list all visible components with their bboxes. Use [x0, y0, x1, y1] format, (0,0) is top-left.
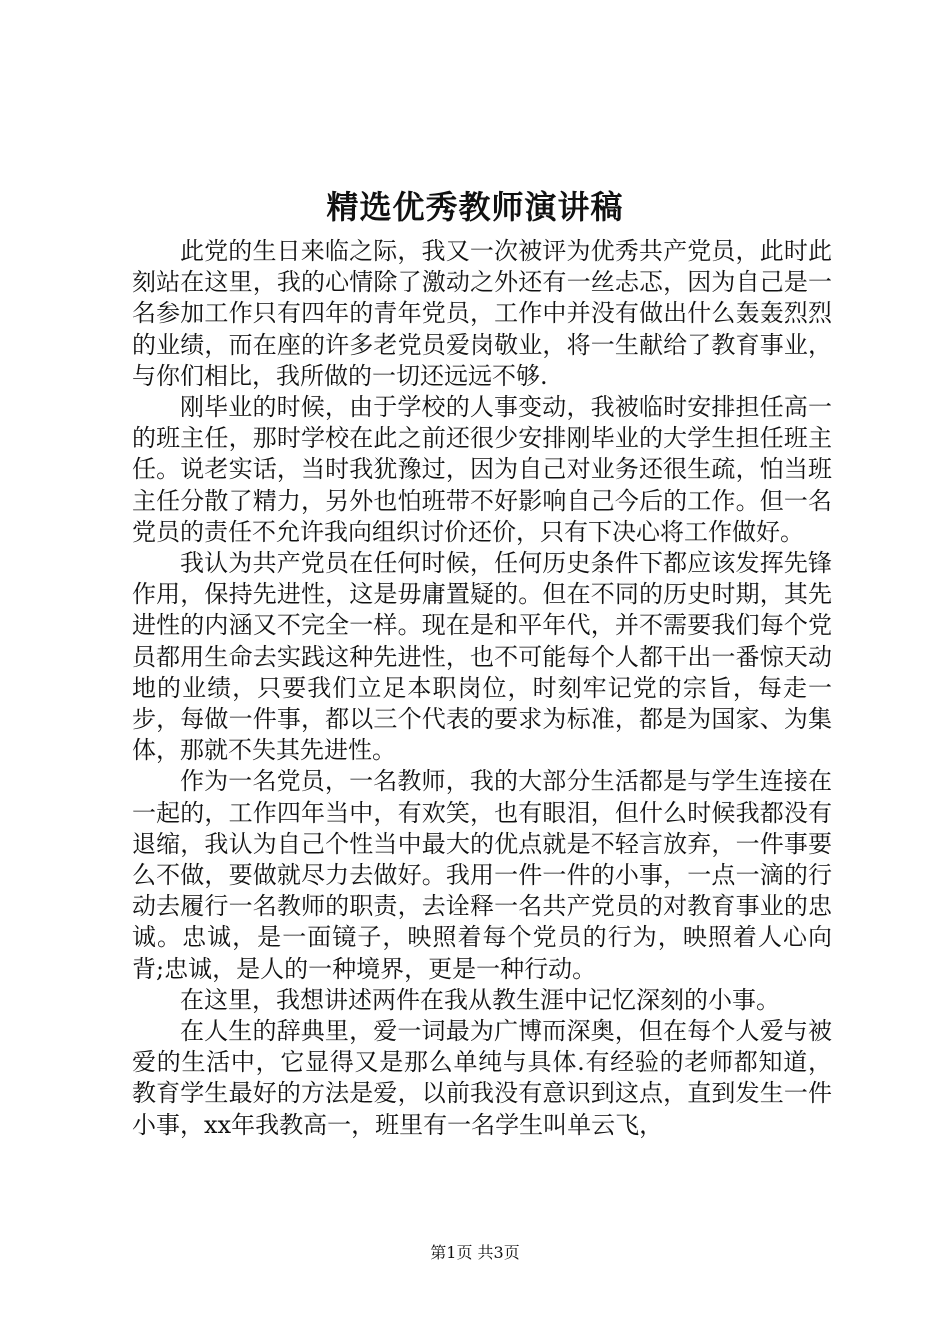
document-body	[132, 236, 832, 1141]
paragraph-5: 在这里，我想讲述两件在我从教生涯中记忆深刻的小事。	[180, 985, 780, 1014]
document-title: 精选优秀教师演讲稿	[326, 188, 624, 226]
paragraph-1: 此党的生日来临之际，我又一次被评为优秀共产党员，此时此刻站在这里，我的心情除了激动之外还有一丝忐忑，因为自己是一名参加工作只有四年的青年党员，工作中并没有做出什么轰轰烈烈的业绩，而在座的许多老党员爱岗敬业，将一生献给了教育事业，与你们相比，我所做的一切还远远不够.	[132, 237, 832, 390]
paragraph-4: 作为一名党员，一名教师，我的大部分生活都是与学生连接在一起的，工作四年当中，有欢笑，也有眼泪，但什么时候我都没有退缩，我认为自己个性当中最大的优点就是不轻言放弃，一件事要么不做，要做就尽力去做好。我用一件一件的小事，一点一滴的行动去履行一名教师的职责，去诠释一名共产党员的对教育事业的忠诚。忠诚，是一面镜子，映照着每个党员的行为，映照着人心向背;忠诚，是人的一种境界，更是一种行动。	[132, 767, 832, 983]
paragraph-6: 在人生的辞典里，爱一词最为广博而深奥，但在每个人爱与被爱的生活中，它显得又是那么单纯与具体.有经验的老师都知道，教育学生最好的方法是爱，以前我没有意识到这点，直到发生一件小事，xx年我教高一，班里有一名学生叫单云飞，	[132, 1017, 832, 1139]
page-number-footer: 第1页 共3页	[430, 1243, 520, 1262]
paragraph-3: 我认为共产党员在任何时候，任何历史条件下都应该发挥先锋作用，保持先进性，这是毋庸置疑的。但在不同的历史时期，其先进性的内涵又不完全一样。现在是和平年代，并不需要我们每个党员都用生命去实践这种先进性，也不可能每个人都干出一番惊天动地的业绩，只要我们立足本职岗位，时刻牢记党的宗旨，每走一步，每做一件事，都以三个代表的要求为标准，都是为国家、为集体，那就不失其先进性。	[132, 549, 832, 765]
paragraph-2: 刚毕业的时候，由于学校的人事变动，我被临时安排担任高一的班主任，那时学校在此之前还很少安排刚毕业的大学生担任班主任。说老实话，当时我犹豫过，因为自己对业务还很生疏，怕当班主任分散了精力，另外也怕班带不好影响自己今后的工作。但一名党员的责任不允许我向组织讨价还价，只有下决心将工作做好。	[132, 393, 832, 546]
